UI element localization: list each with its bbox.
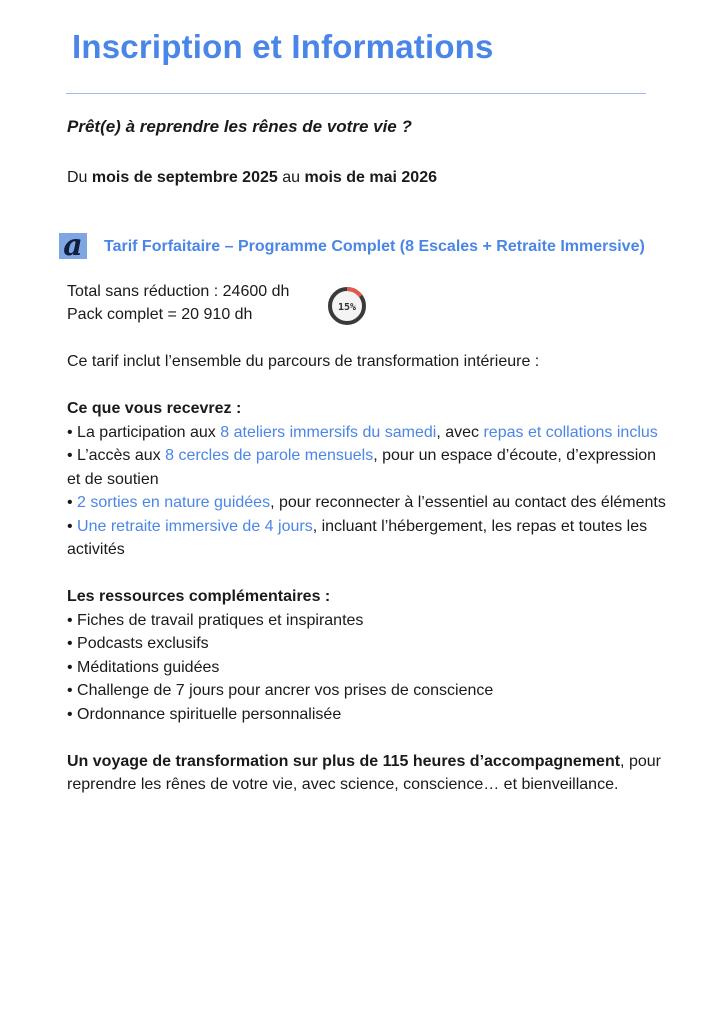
list-item: • Une retraite immersive de 4 jours, incluant l’hébergement, les repas et toutes les activités	[67, 517, 648, 558]
dates-middle: au	[277, 169, 305, 186]
subtitle: Prêt(e) à reprendre les rênes de votre vie ?	[67, 117, 412, 136]
discount-badge-label: 15%	[337, 302, 357, 313]
closing-text: Un voyage de transformation sur plus de 115 heures d’accompagnement, pour reprendre les rênes de votre vie, avec science, conscience… et bienveillance.	[67, 752, 661, 793]
total-price: Total sans réduction : 24600 dh	[67, 283, 290, 300]
list-item: • La participation aux 8 ateliers immersifs du samedi, avec repas et collations inclus	[67, 423, 658, 441]
title-divider	[66, 93, 646, 94]
discount-badge	[327, 286, 367, 326]
list-item: • Méditations guidées	[67, 658, 220, 676]
tarif-heading	[58, 232, 678, 262]
list-item: • Challenge de 7 jours pour ancrer vos prises de conscience	[67, 682, 494, 699]
receive-heading: Ce que vous recevrez :	[67, 400, 242, 417]
dates-start: mois de septembre 2025	[91, 169, 278, 186]
svg-text:a: a	[63, 232, 83, 260]
pricing-block	[67, 280, 289, 326]
list-item: • Ordonnance spirituelle personnalisée	[67, 705, 342, 723]
list-item: • Podcasts exclusifs	[67, 635, 209, 652]
dates-prefix: Du	[67, 169, 92, 186]
list-item: • 2 sorties en nature guidées, pour reconnecter à l’essentiel au contact des éléments	[67, 494, 666, 511]
dates-end: mois de mai 2026	[304, 169, 437, 186]
list-item: • Fiches de travail pratiques et inspirantes	[67, 611, 364, 629]
pack-price: Pack complet = 20 910 dh	[67, 306, 253, 323]
program-dates	[67, 169, 437, 187]
tarif-label: Tarif Forfaitaire – Programme Complet (8 Escales + Retraite Immersive)	[104, 238, 645, 255]
resources-heading: Les ressources complémentaires :	[67, 588, 331, 605]
list-item: • L’accès aux 8 cercles de parole mensuels, pour un espace d’écoute, d’expression et de soutien	[67, 447, 657, 488]
page-title: Inscription et Informations	[72, 28, 494, 65]
main-content	[67, 350, 667, 797]
letter-a-icon	[58, 232, 88, 260]
intro-text: Ce tarif inclut l’ensemble du parcours de transformation intérieure :	[67, 353, 540, 370]
